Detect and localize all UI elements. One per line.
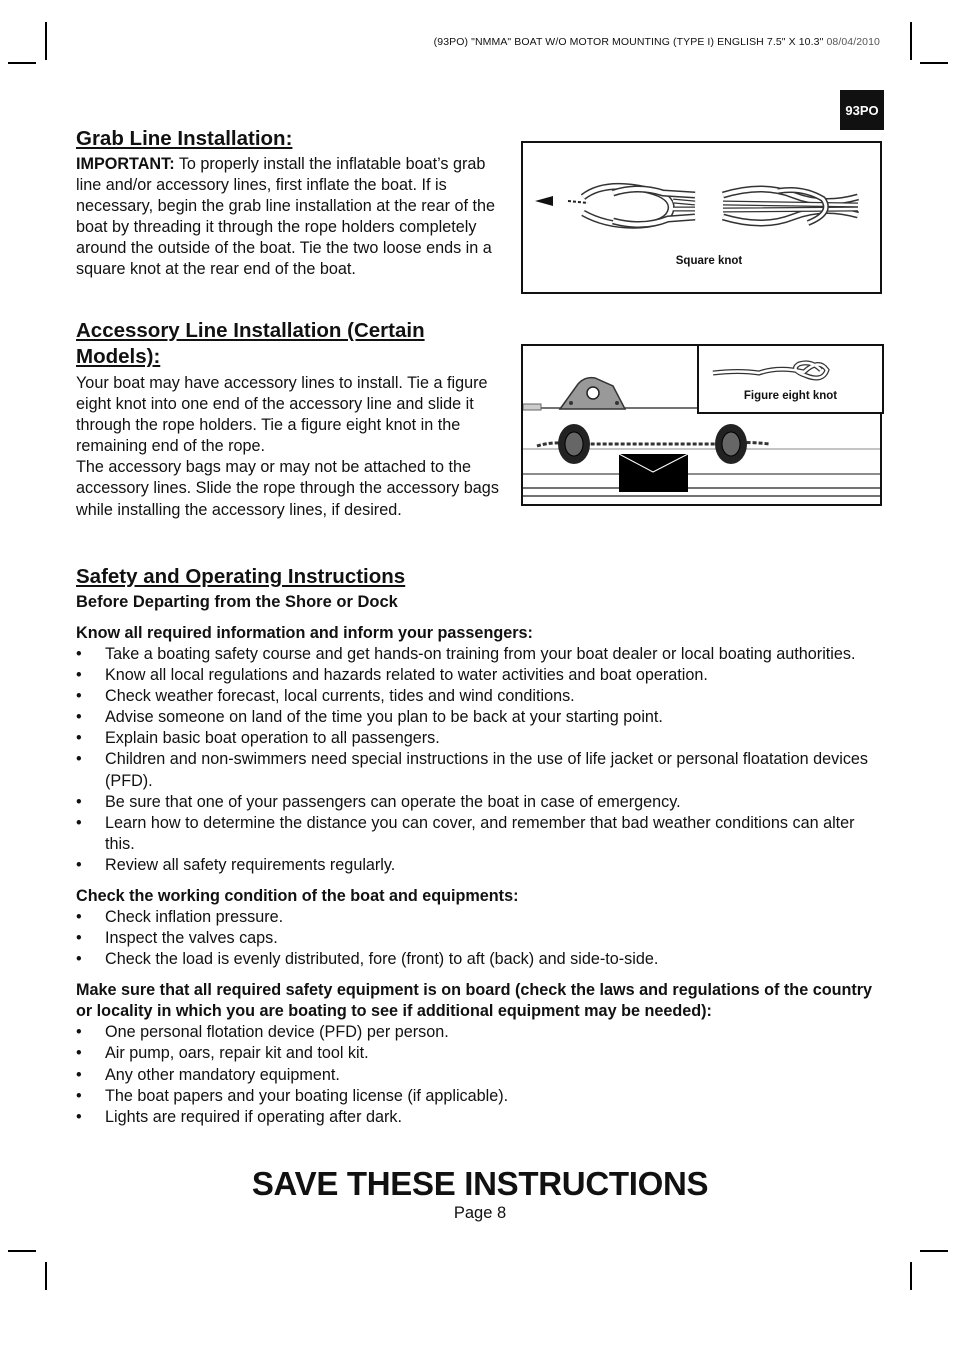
language-tag: 93PO [840, 90, 884, 130]
page-number: Page 8 [453, 1204, 507, 1222]
accessory-line-text1: Your boat may have accessory lines to install. Tie a figure eight knot into one end of the accessory line and slide it through the rope holders. Tie a figure eight knot in the remaining end of the rope. [76, 374, 488, 456]
grab-line-body: To properly install the inflatable boat’s grab line and/or accessory lines, first inflate the boat. If is necessary, begin the grab line installation at the rear of the boat by threading it through the rope holders completely around the outside of the boat. Tie the two loose ends in a square knot at the rear end of the boat. [76, 155, 496, 279]
list-item: • Check inflation pressure. [76, 907, 886, 928]
safety-subtitle: Before Departing from the Shore or Dock [76, 593, 398, 611]
list-item: • Lights are required if operating after dark. [76, 1107, 886, 1128]
group1-list [76, 644, 886, 876]
figure-eight-caption: Figure eight knot [743, 390, 838, 402]
list-item: • Children and non-swimmers need special instructions in the use of life jacket or personal floatation devices (PFD). [76, 749, 886, 791]
square-knot-figure [521, 141, 882, 294]
list-item: • Know all local regulations and hazards related to water activities and boat operation. [76, 665, 886, 686]
square-knot-caption: Square knot [675, 255, 743, 267]
crop-mark [910, 22, 912, 60]
accessory-line-section [76, 318, 500, 521]
crop-mark [920, 1250, 948, 1252]
important-label: IMPORTANT: [76, 155, 175, 173]
list-item: • Inspect the valves caps. [76, 928, 886, 949]
doc-line: (93PO) "NMMA" BOAT W/O MOTOR MOUNTING (TYPE I) ENGLISH 7.5" X 10.3" [433, 36, 824, 48]
list-item: • Review all safety requirements regularly. [76, 855, 886, 876]
list-item: • Check weather forecast, local currents, tides and wind conditions. [76, 686, 886, 707]
crop-mark [8, 62, 36, 64]
crop-mark [45, 22, 47, 60]
crop-mark [920, 62, 948, 64]
group3-list [76, 1022, 886, 1127]
arrow-icon [535, 196, 553, 206]
group1-lead: Know all required information and inform your passengers: [76, 624, 533, 642]
list-item: • Explain basic boat operation to all passengers. [76, 728, 886, 749]
doc-date: 08/04/2010 [826, 36, 880, 48]
accessory-title-line1: Accessory Line Installation (Certain [76, 319, 425, 342]
list-item: • Any other mandatory equipment. [76, 1065, 886, 1086]
accessory-line-text2: The accessory bags may or may not be attached to the accessory lines. Slide the rope through the accessory bags while installing the accessory lines, if desired. [76, 458, 499, 519]
figure-eight-figure [521, 344, 882, 506]
accessory-title-line2: Models): [76, 345, 161, 368]
group3-lead: Make sure that all required safety equipment is on board (check the laws and regulations of the country or locality in which you are boating to see if additional equipment may be needed): [76, 981, 873, 1021]
crop-mark [45, 1262, 47, 1290]
group2-list [76, 907, 886, 970]
list-item: • Check the load is evenly distributed, fore (front) to aft (back) and side-to-side. [76, 949, 886, 970]
list-item: • One personal flotation device (PFD) per person. [76, 1022, 886, 1043]
list-item: • Take a boating safety course and get hands-on training from your boat dealer or local boating authorities. [76, 644, 886, 665]
accessory-line-title [76, 318, 500, 370]
list-item: • Advise someone on land of the time you plan to be back at your starting point. [76, 707, 886, 728]
figure-eight-inset [697, 344, 884, 414]
list-item: • Learn how to determine the distance you can cover, and remember that bad weather conditions can alter this. [76, 813, 886, 855]
crop-mark [8, 1250, 36, 1252]
list-item: • The boat papers and your boating license (if applicable). [76, 1086, 886, 1107]
save-instructions-heading: SAVE THESE INSTRUCTIONS [251, 1165, 709, 1202]
grab-line-title: Grab Line Installation: [76, 127, 293, 150]
square-knot-illustration [523, 143, 880, 292]
safety-title: Safety and Operating Instructions [76, 565, 406, 588]
grab-line-text [76, 154, 500, 281]
list-item: • Be sure that one of your passengers can operate the boat in case of emergency. [76, 792, 886, 813]
figure-eight-knot-icon [699, 346, 882, 386]
crop-mark [910, 1262, 912, 1290]
document-header [434, 36, 880, 48]
grab-line-section [76, 126, 500, 281]
group2-lead: Check the working condition of the boat and equipments: [76, 887, 519, 906]
safety-section [76, 564, 886, 1128]
list-item: • Air pump, oars, repair kit and tool kit. [76, 1043, 886, 1064]
